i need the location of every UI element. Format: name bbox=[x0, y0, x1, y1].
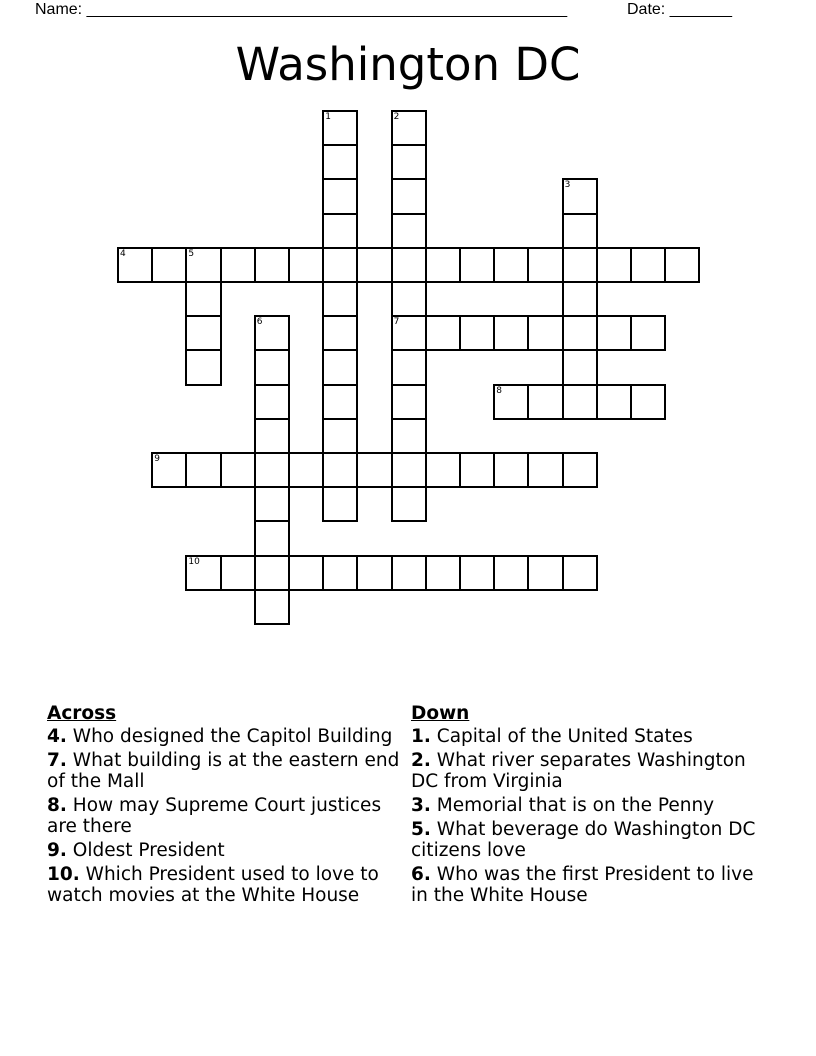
across-clue: 4. Who designed the Capitol Building bbox=[47, 726, 393, 747]
grid-cell[interactable] bbox=[562, 178, 598, 214]
down-clue: 6. Who was the first President to live in the White House bbox=[411, 864, 754, 906]
grid-cell[interactable] bbox=[664, 247, 700, 283]
page-title: Washington DC bbox=[235, 38, 581, 91]
grid-cell[interactable] bbox=[185, 281, 221, 317]
grid-cell[interactable] bbox=[527, 452, 563, 488]
grid-cell[interactable] bbox=[391, 555, 427, 591]
grid-cell[interactable] bbox=[391, 315, 427, 351]
grid-cell[interactable] bbox=[254, 247, 290, 283]
clue-number: 10 bbox=[188, 556, 200, 567]
grid-cell[interactable] bbox=[391, 349, 427, 385]
grid-cell[interactable] bbox=[391, 178, 427, 214]
down-clue: 5. What beverage do Washington DC citizens love bbox=[411, 819, 756, 861]
grid-cell[interactable] bbox=[254, 349, 290, 385]
grid-cell[interactable] bbox=[459, 555, 495, 591]
grid-cell[interactable] bbox=[562, 213, 598, 249]
clue-number: 1 bbox=[325, 112, 331, 122]
grid-cell[interactable] bbox=[527, 247, 563, 283]
grid-cell[interactable] bbox=[391, 281, 427, 317]
grid-cell[interactable] bbox=[391, 213, 427, 249]
grid-cell[interactable] bbox=[459, 452, 495, 488]
grid-cell[interactable] bbox=[493, 452, 529, 488]
grid-cell[interactable] bbox=[185, 315, 221, 351]
grid-cell[interactable] bbox=[527, 384, 563, 420]
clue-number: 4 bbox=[120, 248, 126, 259]
grid-cell[interactable] bbox=[288, 452, 324, 488]
grid-cell[interactable] bbox=[254, 384, 290, 420]
clue-number: 8 bbox=[496, 385, 502, 396]
grid-cell[interactable] bbox=[322, 213, 358, 249]
grid-cell[interactable] bbox=[391, 110, 427, 146]
grid-cell[interactable] bbox=[493, 555, 529, 591]
grid-cell[interactable] bbox=[425, 555, 461, 591]
grid-cell[interactable] bbox=[562, 384, 598, 420]
grid-cell[interactable] bbox=[322, 486, 358, 522]
grid-cell[interactable] bbox=[391, 247, 427, 283]
down-clue: 2. What river separates Washington DC from Virginia bbox=[411, 750, 746, 792]
clue-number: 5 bbox=[188, 248, 195, 259]
grid-cell[interactable] bbox=[322, 555, 358, 591]
grid-cell[interactable] bbox=[254, 589, 290, 625]
grid-cell[interactable] bbox=[322, 178, 358, 214]
grid-cell[interactable] bbox=[425, 247, 461, 283]
grid-cell[interactable] bbox=[322, 144, 358, 180]
down-clue: 1. Capital of the United States bbox=[411, 726, 693, 747]
grid-cell[interactable] bbox=[391, 452, 427, 488]
grid-cell[interactable] bbox=[254, 315, 290, 351]
down-clue: 3. Memorial that is on the Penny bbox=[411, 795, 715, 816]
name-field-label: Name: ______________________________________________________ bbox=[35, 1, 568, 18]
clue-number: 6 bbox=[256, 317, 263, 328]
grid-cell[interactable] bbox=[391, 144, 427, 180]
grid-cell[interactable] bbox=[322, 315, 358, 351]
grid-cell[interactable] bbox=[220, 452, 256, 488]
grid-cell[interactable] bbox=[356, 452, 392, 488]
grid-cell[interactable] bbox=[254, 452, 290, 488]
grid-cell[interactable] bbox=[562, 555, 598, 591]
grid-cell[interactable] bbox=[220, 555, 256, 591]
grid-cell[interactable] bbox=[254, 555, 290, 591]
grid-cell[interactable] bbox=[322, 247, 358, 283]
grid-cell[interactable] bbox=[185, 247, 221, 283]
grid-cell[interactable] bbox=[493, 247, 529, 283]
clue-number: 2 bbox=[393, 112, 400, 122]
grid-cell[interactable] bbox=[322, 110, 358, 146]
grid-cell[interactable] bbox=[562, 349, 598, 385]
grid-cell[interactable] bbox=[151, 452, 187, 488]
grid-cell[interactable] bbox=[151, 247, 187, 283]
grid-cell[interactable] bbox=[596, 247, 632, 283]
grid-cell[interactable] bbox=[322, 349, 358, 385]
grid-cell[interactable] bbox=[356, 555, 392, 591]
grid-cell[interactable] bbox=[288, 555, 324, 591]
grid-cell[interactable] bbox=[459, 247, 495, 283]
down-heading: Down bbox=[411, 703, 470, 724]
grid-cell[interactable] bbox=[322, 452, 358, 488]
grid-cell[interactable] bbox=[630, 247, 666, 283]
grid-cell[interactable] bbox=[527, 315, 563, 351]
down-clues bbox=[411, 703, 771, 909]
clue-number: 7 bbox=[393, 317, 400, 328]
grid-cell[interactable] bbox=[527, 555, 563, 591]
clue-number: 9 bbox=[154, 454, 160, 464]
grid-cell[interactable] bbox=[630, 384, 666, 420]
grid-cell[interactable] bbox=[425, 315, 461, 351]
grid-cell[interactable] bbox=[322, 281, 358, 317]
grid-cell[interactable] bbox=[391, 384, 427, 420]
grid-cell[interactable] bbox=[356, 247, 392, 283]
across-heading: Across bbox=[47, 703, 117, 724]
grid-cell[interactable] bbox=[322, 384, 358, 420]
across-clue: 7. What building is at the eastern end of the Mall bbox=[47, 750, 400, 792]
grid-cell[interactable] bbox=[220, 247, 256, 283]
grid-cell[interactable] bbox=[254, 520, 290, 556]
across-clue: 10. Which President used to love to watch movies at the White House bbox=[47, 864, 379, 906]
grid-cell[interactable] bbox=[288, 247, 324, 283]
grid-cell[interactable] bbox=[493, 384, 529, 420]
grid-cell[interactable] bbox=[459, 315, 495, 351]
across-clue: 9. Oldest President bbox=[47, 840, 225, 861]
grid-cell[interactable] bbox=[185, 452, 221, 488]
grid-cell[interactable] bbox=[254, 418, 290, 454]
grid-cell[interactable] bbox=[117, 247, 153, 283]
grid-cell[interactable] bbox=[596, 315, 632, 351]
grid-cell[interactable] bbox=[391, 486, 427, 522]
grid-cell[interactable] bbox=[493, 315, 529, 351]
grid-cell[interactable] bbox=[254, 486, 290, 522]
grid-cell[interactable] bbox=[322, 418, 358, 454]
grid-cell[interactable] bbox=[185, 555, 221, 591]
grid-cell[interactable] bbox=[562, 315, 598, 351]
grid-cell[interactable] bbox=[562, 452, 598, 488]
grid-cell[interactable] bbox=[185, 349, 221, 385]
grid-cell[interactable] bbox=[596, 384, 632, 420]
across-clue: 8. How may Supreme Court justices are there bbox=[47, 795, 382, 837]
grid-cell[interactable] bbox=[425, 452, 461, 488]
grid-cell[interactable] bbox=[562, 281, 598, 317]
clue-number: 3 bbox=[564, 180, 571, 191]
grid-cell[interactable] bbox=[391, 418, 427, 454]
grid-cell[interactable] bbox=[630, 315, 666, 351]
grid-cell[interactable] bbox=[562, 247, 598, 283]
date-field-label: Date: _______ bbox=[627, 1, 732, 18]
across-clues bbox=[47, 703, 407, 909]
